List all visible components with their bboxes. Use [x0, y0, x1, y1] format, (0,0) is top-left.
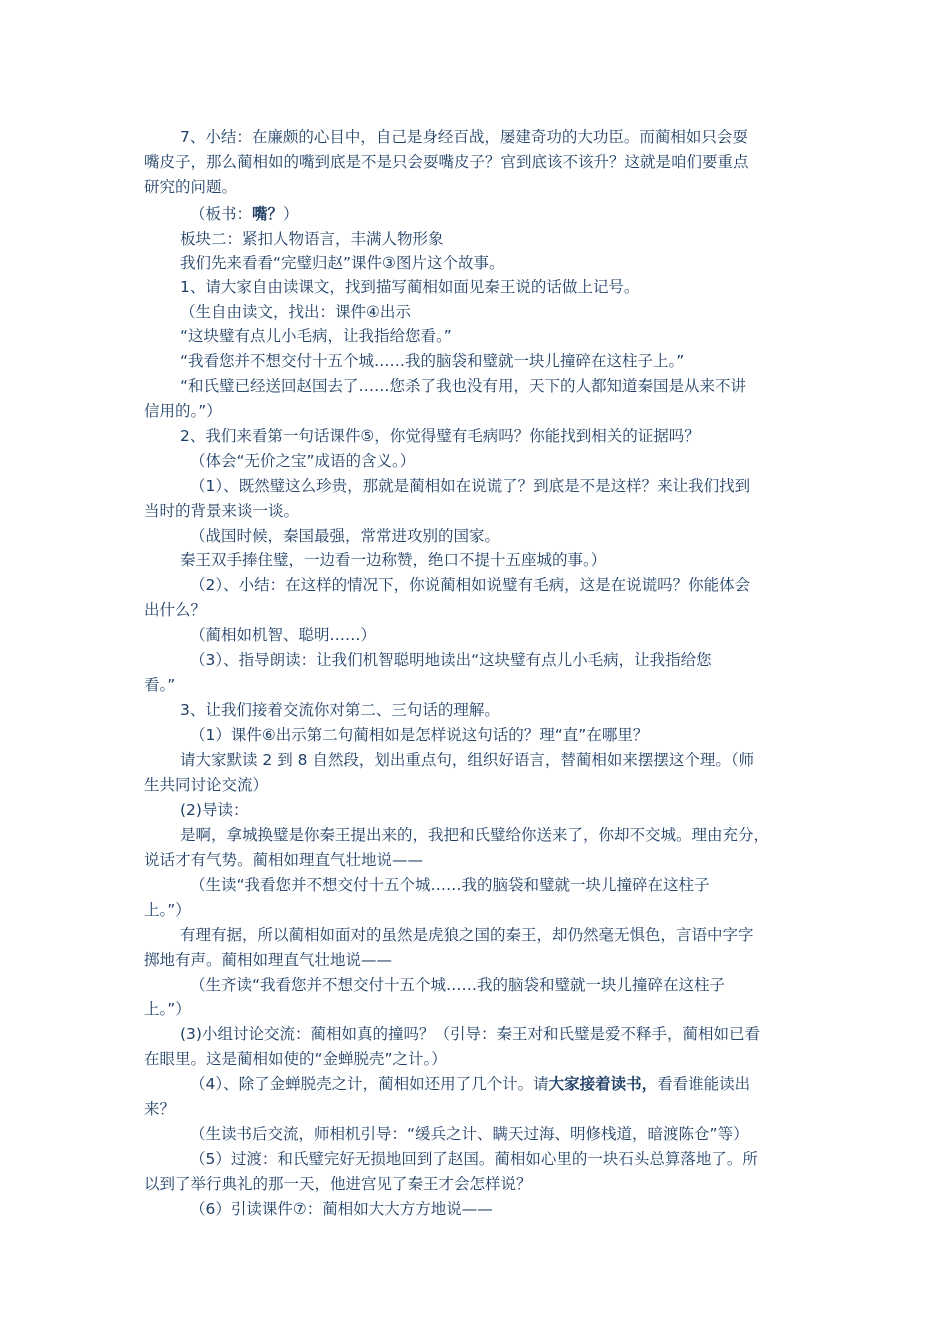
quote-line: “我看您并不想交付十五个城……我的脑袋和璧就一块儿撞碎在这柱子上。” [180, 352, 685, 370]
paragraph-line: (3)小组讨论交流：蔺相如真的撞吗？（引导：秦王对和氏璧是爱不释手，蔺相如已看 [180, 1025, 760, 1043]
quote-line: （生齐读“我看您并不想交付十五个城……我的脑袋和璧就一块儿撞碎在这柱子 [190, 976, 726, 994]
paragraph-line [190, 1073, 750, 1095]
paragraph-line: （战国时候，秦国最强，常常进攻别的国家。 [190, 527, 501, 545]
paragraph-line: 生共同讨论交流） [144, 776, 269, 794]
paragraph-segment: （4）、除了金蝉脱壳之计，蔺相如还用了几个计。请 [190, 1075, 549, 1093]
paragraph-line: 1、请大家自由读课文，找到描写蔺相如面见秦王说的话做上记号。 [180, 278, 640, 296]
paragraph-line: （1）课件⑥出示第二句蔺相如是怎样说这句话的？理“直”在哪里？ [190, 726, 649, 744]
section-heading: 板块二：紧扣人物语言，丰满人物形象 [180, 230, 444, 248]
paragraph-line: (2)导读： [180, 801, 249, 819]
board-note-keyword: 嘴？ [252, 205, 284, 223]
paragraph-line: 有理有据，所以蔺相如面对的虽然是虎狼之国的秦王，却仍然毫无惧色，言语中字字 [180, 926, 754, 944]
paragraph-line: 嘴皮子，那么蔺相如的嘴到底是不是只会耍嘴皮子？官到底该不该升？这就是咱们要重点 [144, 153, 749, 171]
quote-line: “这块璧有点儿小毛病，让我指给您看。” [180, 327, 452, 345]
paragraph-line: （体会“无价之宝”成语的含义。） [190, 452, 416, 470]
paragraph-line: 请大家默读 2 到 8 自然段，划出重点句，组织好语言，替蔺相如来摆摆这个理。（师 [180, 751, 755, 769]
paragraph-line: 来？ [144, 1100, 176, 1118]
paragraph-line: 3、让我们接着交流你对第二、三句话的理解。 [180, 701, 500, 719]
paragraph-line: 说话才有气势。蔺相如理直气壮地说—— [144, 851, 424, 869]
paragraph-line: 看。” [144, 676, 176, 694]
paragraph-line: （生自由读文，找出：课件④出示 [180, 303, 411, 321]
paragraph-line: （2）、小结：在这样的情况下，你说蔺相如说璧有毛病，这是在说谎吗？你能体会 [190, 576, 751, 594]
paragraph-line: （6）引读课件⑦：蔺相如大大方方地说—— [190, 1200, 493, 1218]
paragraph-line: 2、我们来看第一句话课件⑤，你觉得璧有毛病吗？你能找到相关的证据吗？ [180, 427, 700, 445]
board-note-suffix: ） [283, 205, 299, 223]
board-note-prefix: （板书： [190, 205, 253, 223]
paragraph-line: 当时的背景来谈一谈。 [144, 502, 300, 520]
quote-line: “和氏璧已经送回赵国去了……您杀了我也没有用，天下的人都知道秦国是从来不讲 [180, 377, 747, 395]
paragraph-line: （生读书后交流，师相机引导：“缓兵之计、瞒天过海、明修栈道，暗渡陈仓”等） [190, 1125, 749, 1143]
quote-line: 信用的。”） [144, 402, 222, 420]
paragraph-line: 在眼里。这是蔺相如使的“金蝉脱壳”之计。） [144, 1050, 447, 1068]
paragraph-line: 7、小结：在廉颇的心目中，自己是身经百战，屡建奇功的大功臣。而蔺相如只会耍 [180, 128, 748, 146]
paragraph-line: 研究的问题。 [144, 178, 238, 196]
paragraph-line: （蔺相如机智、聪明……） [190, 626, 377, 644]
paragraph-line: （5）过渡：和氏璧完好无损地回到了赵国。蔺相如心里的一块石头总算落地了。所 [190, 1150, 758, 1168]
paragraph-segment: 看看谁能读出 [657, 1075, 751, 1093]
paragraph-line: 掷地有声。蔺相如理直气壮地说—— [144, 951, 393, 969]
quote-line: （生读“我看您并不想交付十五个城……我的脑袋和璧就一块儿撞碎在这柱子 [190, 876, 710, 894]
paragraph-line: （3）、指导朗读：让我们机智聪明地读出“这块璧有点儿小毛病，让我指给您 [190, 651, 712, 669]
paragraph-line: （1）、既然璧这么珍贵，那就是蔺相如在说谎了？到底是不是这样？来让我们找到 [190, 477, 751, 495]
paragraph-line: 我们先来看看“完璧归赵”课件③图片这个故事。 [180, 254, 505, 272]
quote-line: 上。”） [144, 901, 191, 919]
quote-line: 上。”） [144, 1000, 191, 1018]
board-note-line [190, 203, 299, 225]
paragraph-line: 秦王双手捧住璧，一边看一边称赞，绝口不提十五座城的事。） [180, 551, 607, 569]
paragraph-line: 以到了举行典礼的那一天，他进宫见了秦王才会怎样说？ [144, 1175, 532, 1193]
paragraph-line: 出什么？ [144, 601, 207, 619]
paragraph-line: 是啊，拿城换璧是你秦王提出来的，我把和氏璧给你送来了，你却不交城。理由充分， [180, 826, 770, 844]
emphasis-text: 大家接着读书， [548, 1075, 658, 1093]
